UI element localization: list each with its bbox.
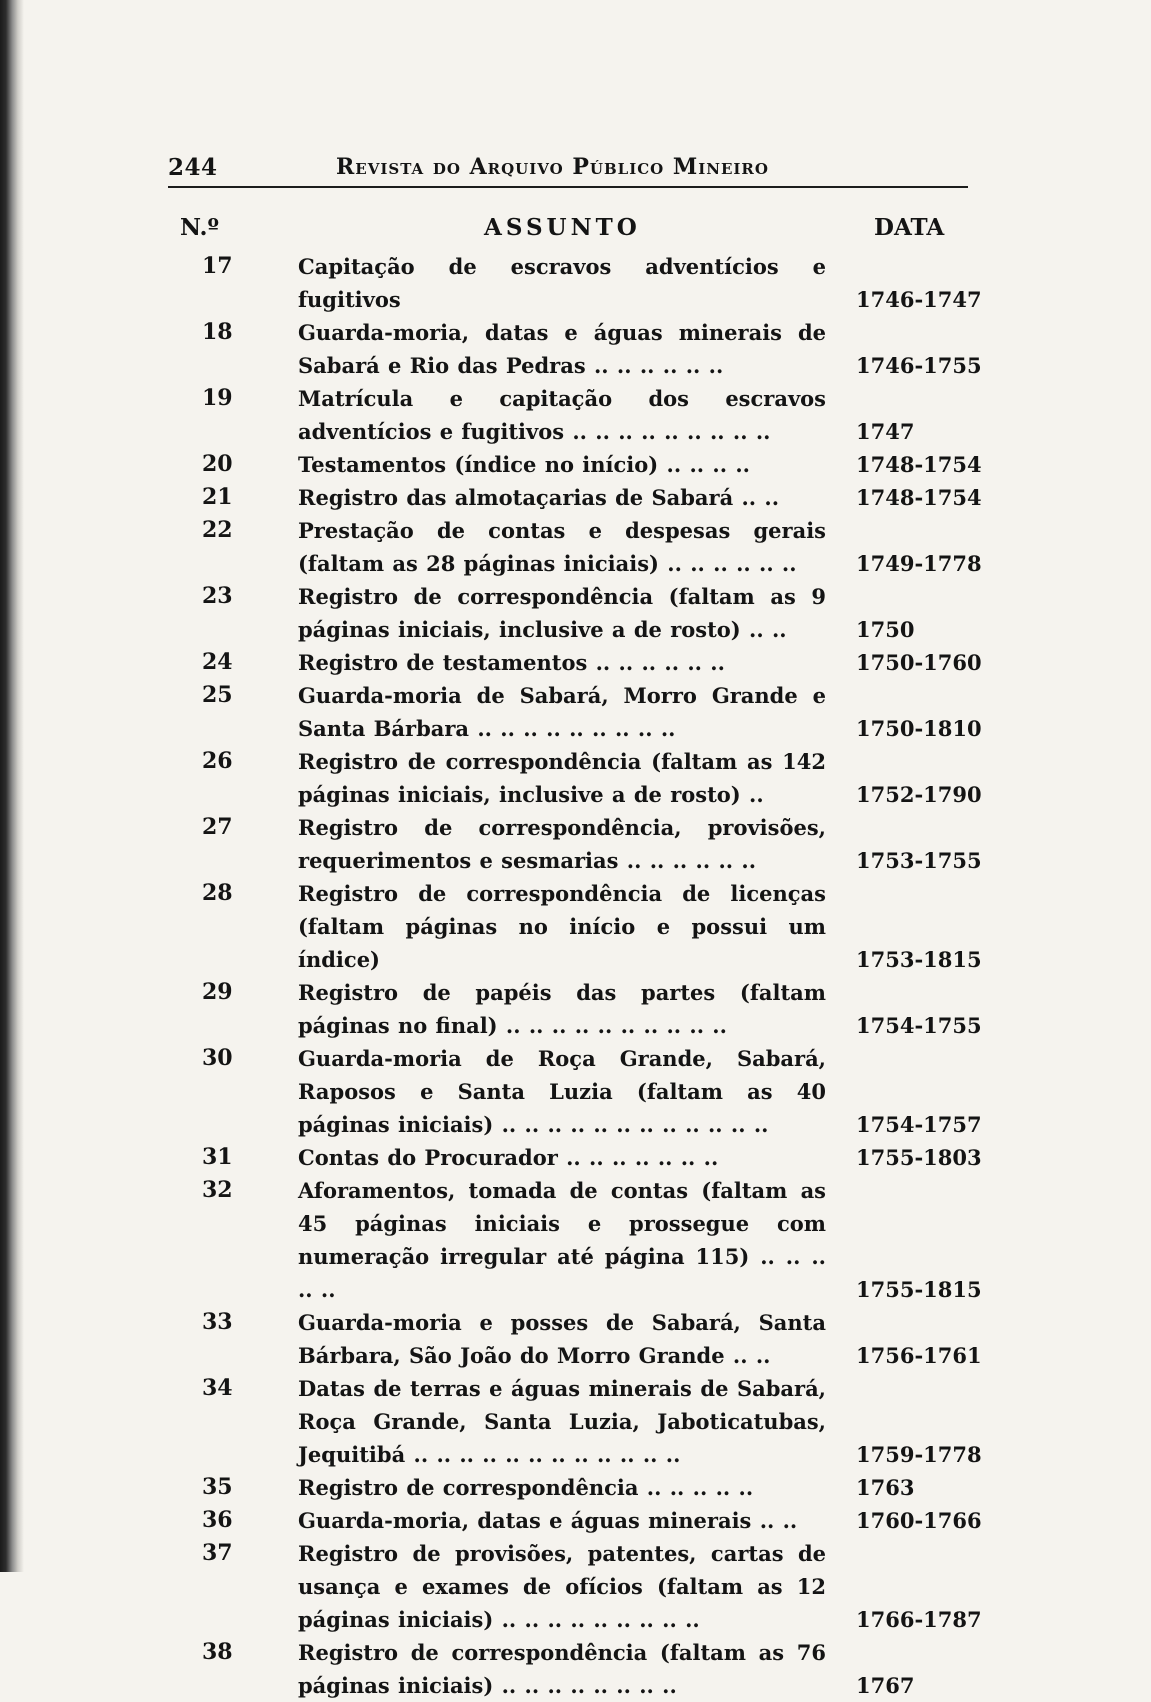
page-number: 244 [168, 154, 218, 181]
entry-subject: Datas de terras e águas minerais de Sabará, Roça Grande, Santa Luzia, Jaboticatubas, Jequitibá .. .. .. .. .. .. .. .. .. .. .. .. [298, 1376, 826, 1467]
table-row [168, 1174, 982, 1306]
entry-date: 1756-1761 [856, 1343, 982, 1368]
entry-subject: Registro de correspondência .. .. .. .. .. [298, 1475, 754, 1500]
entry-subject: Guarda-moria, datas e águas minerais de Sabará e Rio das Pedras .. .. .. .. .. .. [298, 320, 826, 378]
table-row [168, 1141, 982, 1174]
entry-subject: Capitação de escravos adventícios e fugitivos [298, 254, 826, 312]
entry-number: 18 [202, 319, 233, 345]
entry-number: 27 [202, 814, 233, 840]
entry-subject: Registro de correspondência (faltam as 76 páginas iniciais) .. .. .. .. .. .. .. .. [298, 1640, 826, 1698]
entry-number: 22 [202, 517, 233, 543]
entry-subject: Registro de correspondência de licenças (faltam páginas no início e possui um índice) [298, 881, 826, 972]
entry-date: 1747 [856, 419, 915, 444]
entry-number: 32 [202, 1177, 233, 1203]
journal-title: Revista do Arquivo Público Mineiro [336, 154, 769, 180]
entry-number: 30 [202, 1045, 233, 1071]
entry-number: 29 [202, 979, 233, 1005]
entry-subject: Testamentos (índice no início) .. .. .. .. [298, 452, 750, 477]
column-header-number: N.º [180, 214, 220, 241]
entry-number: 37 [202, 1540, 233, 1566]
table-row [168, 580, 968, 646]
table-row [168, 646, 982, 679]
entry-date: 1748-1754 [856, 452, 982, 477]
entry-subject: Registro de correspondência, provisões, requerimentos e sesmarias .. .. .. .. .. .. [298, 815, 826, 873]
table-row [168, 316, 982, 382]
table-row [168, 514, 982, 580]
running-header [168, 150, 968, 188]
entry-date: 1748-1754 [856, 485, 982, 510]
table-row [168, 1372, 982, 1471]
entry-number: 28 [202, 880, 233, 906]
table-row [168, 382, 968, 448]
table-row [168, 811, 982, 877]
entry-date: 1746-1747 [856, 287, 982, 312]
entry-date: 1752-1790 [856, 782, 982, 807]
entry-date: 1763 [856, 1475, 915, 1500]
entry-subject: Guarda-moria, datas e águas minerais .. .. [298, 1508, 798, 1533]
entry-date: 1750-1810 [856, 716, 982, 741]
entry-date: 1750-1760 [856, 650, 982, 675]
entry-number: 36 [202, 1507, 233, 1533]
table-row [168, 1306, 982, 1372]
column-header-date: DATA [874, 214, 945, 241]
entry-date: 1754-1755 [856, 1013, 982, 1038]
column-headers [168, 188, 968, 250]
entry-number: 38 [202, 1639, 233, 1665]
entry-subject: Guarda-moria de Sabará, Morro Grande e Santa Bárbara .. .. .. .. .. .. .. .. .. [298, 683, 826, 741]
document-page [168, 150, 982, 1702]
column-header-subject: ASSUNTO [484, 214, 641, 241]
entry-date: 1749-1778 [856, 551, 982, 576]
entry-date: 1766-1787 [856, 1607, 982, 1632]
table-row [168, 1537, 982, 1636]
entry-subject: Registro de provisões, patentes, cartas de usança e exames de ofícios (faltam as 12 páginas iniciais) .. .. .. .. .. .. .. .. .. [298, 1541, 826, 1632]
entry-subject: Guarda-moria de Roça Grande, Sabará, Raposos e Santa Luzia (faltam as 40 páginas iniciais) .. .. .. .. .. .. .. .. .. .. .. .. [298, 1046, 826, 1137]
entry-subject: Registro de correspondência (faltam as 142 páginas iniciais, inclusive a de rosto) .. [298, 749, 826, 807]
entry-number: 20 [202, 451, 233, 477]
table-row [168, 1042, 982, 1141]
table-row [168, 1471, 968, 1504]
entry-date: 1753-1755 [856, 848, 982, 873]
entry-number: 24 [202, 649, 233, 675]
table-row [168, 481, 982, 514]
entry-subject: Registro de testamentos .. .. .. .. .. .. [298, 650, 725, 675]
entry-subject: Matrícula e capitação dos escravos adventícios e fugitivos .. .. .. .. .. .. .. .. .. [298, 386, 826, 444]
entry-number: 26 [202, 748, 233, 774]
table-row [168, 745, 982, 811]
table-row [168, 1504, 982, 1537]
entry-subject: Registro de papéis das partes (faltam páginas no final) .. .. .. .. .. .. .. .. .. .. [298, 980, 826, 1038]
entry-date: 1746-1755 [856, 353, 982, 378]
entry-number: 23 [202, 583, 233, 609]
entry-subject: Aforamentos, tomada de contas (faltam as 45 páginas iniciais e prossegue com numeração irregular até página 115) .. .. .. .. .. [298, 1178, 826, 1302]
table-row [168, 976, 982, 1042]
entry-number: 19 [202, 385, 233, 411]
entry-date: 1750 [856, 617, 915, 642]
entry-date: 1755-1815 [856, 1277, 982, 1302]
entry-subject: Registro das almotaçarias de Sabará .. .. [298, 485, 780, 510]
entry-subject: Registro de correspondência (faltam as 9 páginas iniciais, inclusive a de rosto) .. .. [298, 584, 826, 642]
book-binding-shadow [0, 0, 24, 1572]
table-row [168, 250, 982, 316]
table-row [168, 1636, 968, 1702]
entry-subject: Contas do Procurador .. .. .. .. .. .. .. [298, 1145, 719, 1170]
entry-number: 34 [202, 1375, 233, 1401]
table-row [168, 679, 982, 745]
entry-number: 25 [202, 682, 233, 708]
entry-date: 1755-1803 [856, 1145, 982, 1170]
entry-date: 1760-1766 [856, 1508, 982, 1533]
entry-date: 1759-1778 [856, 1442, 982, 1467]
entry-number: 35 [202, 1474, 233, 1500]
entry-number: 21 [202, 484, 233, 510]
entry-date: 1753-1815 [856, 947, 982, 972]
entry-date: 1754-1757 [856, 1112, 982, 1137]
entry-number: 33 [202, 1309, 233, 1335]
table-row [168, 877, 982, 976]
entry-number: 31 [202, 1144, 233, 1170]
entry-subject: Prestação de contas e despesas gerais (faltam as 28 páginas iniciais) .. .. .. .. .. .. [298, 518, 826, 576]
table-row [168, 448, 982, 481]
entries-list [168, 250, 982, 1702]
entry-subject: Guarda-moria e posses de Sabará, Santa Bárbara, São João do Morro Grande .. .. [298, 1310, 826, 1368]
entry-date: 1767 [856, 1673, 915, 1698]
entry-number: 17 [202, 253, 233, 279]
